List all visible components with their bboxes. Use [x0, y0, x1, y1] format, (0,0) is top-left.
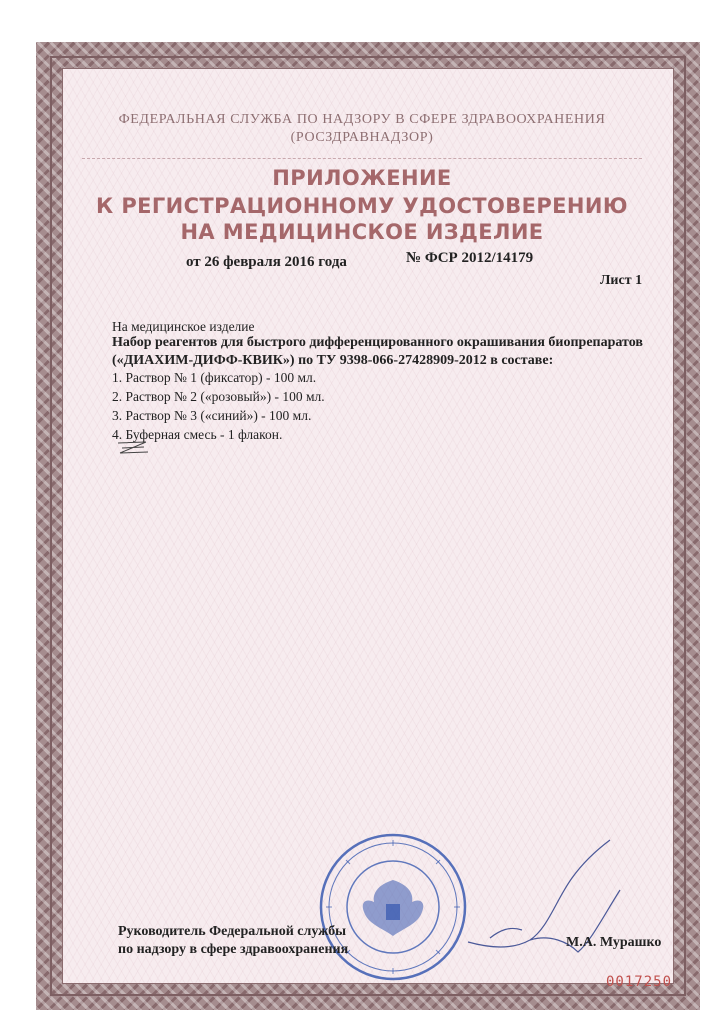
signatory-title-line-2: по надзору в сфере здравоохранения — [118, 942, 349, 957]
intro-text: На медицинское изделие — [112, 319, 255, 334]
list-item: 1. Раствор № 1 (фиксатор) - 100 мл. — [112, 370, 317, 385]
list-item: 2. Раствор № 2 («розовый») - 100 мл. — [112, 389, 325, 404]
composition-list — [112, 368, 672, 444]
serial-number: 0017250 — [606, 974, 673, 990]
product-name: Набор реагентов для быстрого дифференцированного окрашивания биопрепаратов («ДИАХИМ-ДИФФ-КВИК») по ТУ 9398-066-27428909-2012 в составе: — [112, 335, 643, 368]
z-mark-icon — [116, 440, 150, 456]
registration-number: № ФСР 2012/14179 — [406, 250, 534, 266]
agency-name: ФЕДЕРАЛЬНАЯ СЛУЖБА ПО НАДЗОРУ В СФЕРЕ ЗДРАВООХРАНЕНИЯ — [118, 112, 606, 127]
title-line-1: ПРИЛОЖЕНИЕ — [272, 166, 452, 190]
list-item: 3. Раствор № 3 («синий») - 100 мл. — [112, 408, 312, 423]
official-seal-icon — [318, 832, 468, 982]
header-divider — [82, 158, 642, 159]
document-date: от 26 февраля 2016 года — [186, 254, 347, 270]
list-item: 4. Буферная смесь - 1 флакон. — [112, 427, 283, 442]
sheet-number: Лист 1 — [600, 273, 643, 288]
title-line-2: К РЕГИСТРАЦИОННОМУ УДОСТОВЕРЕНИЮ — [96, 194, 628, 218]
signatory-title-line-1: Руководитель Федеральной службы — [118, 924, 347, 939]
signatory-name: М.А. Мурашко — [566, 935, 662, 950]
agency-abbreviation: (РОСЗДРАВНАДЗОР) — [290, 130, 434, 145]
title-line-3: НА МЕДИЦИНСКОЕ ИЗДЕЛИЕ — [180, 220, 544, 244]
